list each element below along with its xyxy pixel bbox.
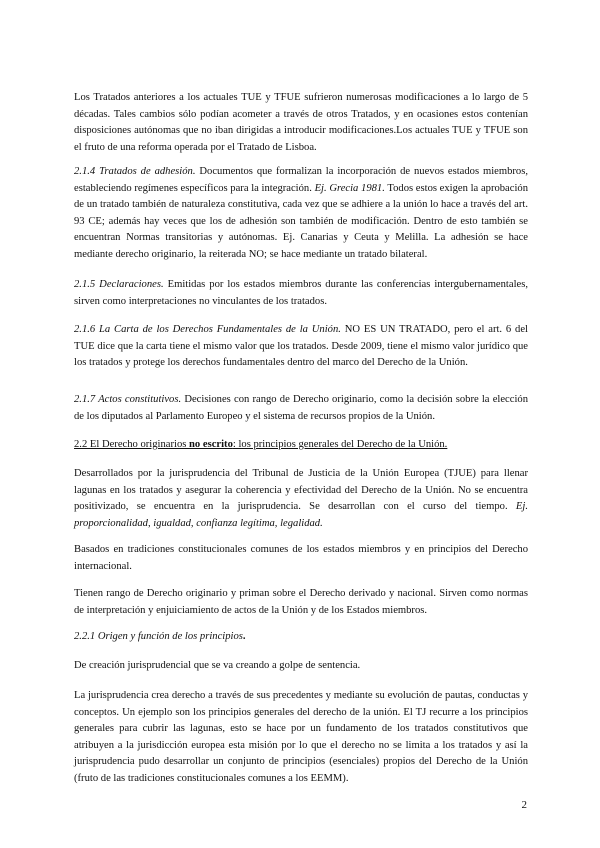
section-2-1-5-declaraciones [74,277,528,310]
section-heading: 2.1.6 La Carta de los Derechos Fundamentales de la Unión. [74,324,341,335]
section-body [74,629,528,646]
section-body [74,277,528,310]
paragraph-creacion [74,658,528,675]
heading-part: 2.2 El Derecho originarios [74,439,190,450]
section-text: Documentos que formalizan la incorporación de nuevos estados miembros, estableciendo regímenes específicos para la integración. [74,166,528,194]
section-text: NO ES UN TRATADO, pero el art. 6 del TUE dice que la carta tiene el mismo valor que los tratados. Desde 2009, tiene el mismo valor jurídico que los tratados y protege los derechos fundamentales dentro del marco del Derecho de la Unión. [74,324,528,369]
section-text: Decisiones con rango de Derecho originario, como la decisión sobre la elección de los diputados al Parlamento Europeo y el sistema de recursos propios de la Unión. [74,394,528,422]
section-2-2-1-heading [74,629,528,646]
paragraph-text: La jurisprudencia crea derecho a través de sus precedentes y mediante su evolución de pautas, conductas y conceptos. Un ejemplo son los principios generales del derecho de la unión. El TJ recurre a los principios generales para cubrir las lagunas, esto se hace por un fundamento de los tratados constitutivos que atribuyen a la jurisdicción europea esta misión por lo que el derecho no se limita a los tratados y así la jurisprudencia pudo desarrollar un conjunto de principios (esenciales) propios del Derecho de la Unión (fruto de las tradiciones constitucionales comunes a los EEMM). [74,690,528,784]
heading-part: : los principios generales del Derecho de la Unión. [232,439,448,450]
section-heading [74,437,528,454]
paragraph-tratados-anteriores [74,90,528,156]
heading-bold: no escrito [189,439,233,450]
section-2-1-4-tratados-adhesion [74,164,528,264]
example-text: Ej. proporcionalidad, igualdad, confianza legítima, legalidad. [74,501,528,529]
paragraph-body [74,466,528,532]
section-heading: 2.2.1 Origen y función de los principios [74,631,243,642]
heading-period: . [242,631,246,642]
section-body [74,392,528,425]
section-2-1-6-carta-derechos [74,322,528,372]
paragraph-desarrollados [74,466,528,532]
section-heading: 2.1.7 Actos constitutivos. [74,394,182,405]
section-2-2-heading [74,437,528,454]
section-body [74,322,528,372]
paragraph-basados [74,542,528,575]
page-number: 2 [521,799,527,811]
section-body [74,164,528,264]
section-text: Emitidas por los estados miembros durante las conferencias intergubernamentales, sirven como interpretaciones no vinculantes de los tratados. [74,279,528,307]
paragraph-rango [74,586,528,619]
paragraph-text: Desarrollados por la jurisprudencia del Tribunal de Justicia de la Unión Europea (TJUE) para llenar lagunas en los tratados y asegurar la coherencia y efectividad del Derecho de la Unión. No se encuentra positivizado, se encuentra en la jurisprudencia. Se desarrollan con el curso del tiempo. [74,468,528,513]
section-2-1-7-actos-constitutivos [74,392,528,425]
paragraph-text: Tienen rango de Derecho originario y priman sobre el Derecho derivado y nacional. Sirven como normas de interpretación y enjuiciamiento de actos de la Unión y de los Estados miembros. [74,588,528,616]
section-heading: 2.1.5 Declaraciones. [74,279,164,290]
paragraph-text: Los Tratados anteriores a los actuales TUE y TFUE sufrieron numerosas modificaciones a lo largo de 5 décadas. Tales cambios sólo podían acometer a través de otros Tratados, y en ocasiones estos contenían disposiciones autónomas que no iban dirigidas a introducir modificaciones.Los actuales TUE y TFUE son el fruto de una reforma operada por el Tratado de Lisboa. [74,92,528,153]
paragraph-text: Basados en tradiciones constitucionales comunes de los estados miembros y en principios del Derecho internacional. [74,544,528,572]
paragraph-text: De creación jurisprudencial que se va creando a golpe de sentencia. [74,660,361,671]
section-text: Todos estos exigen la aprobación de un tratado también de naturaleza constitutiva, cada vez que se adhiere a la unión lo hace a través del art. 93 CE; además hay veces que los de adhesión son también de modificación. Dentro de esto también se encuentran Normas transitorias y autónomas. Ej. Canarias y Ceuta y Melilla. La adhesión se hace mediante derecho originario, la reiterada NO; se hace mediante un tratado bilateral. [74,182,529,260]
example-text: Ej. Grecia 1981. [314,182,385,194]
section-heading: 2.1.4 Tratados de adhesión. [74,166,196,177]
paragraph-jurisprudencia [74,688,528,788]
